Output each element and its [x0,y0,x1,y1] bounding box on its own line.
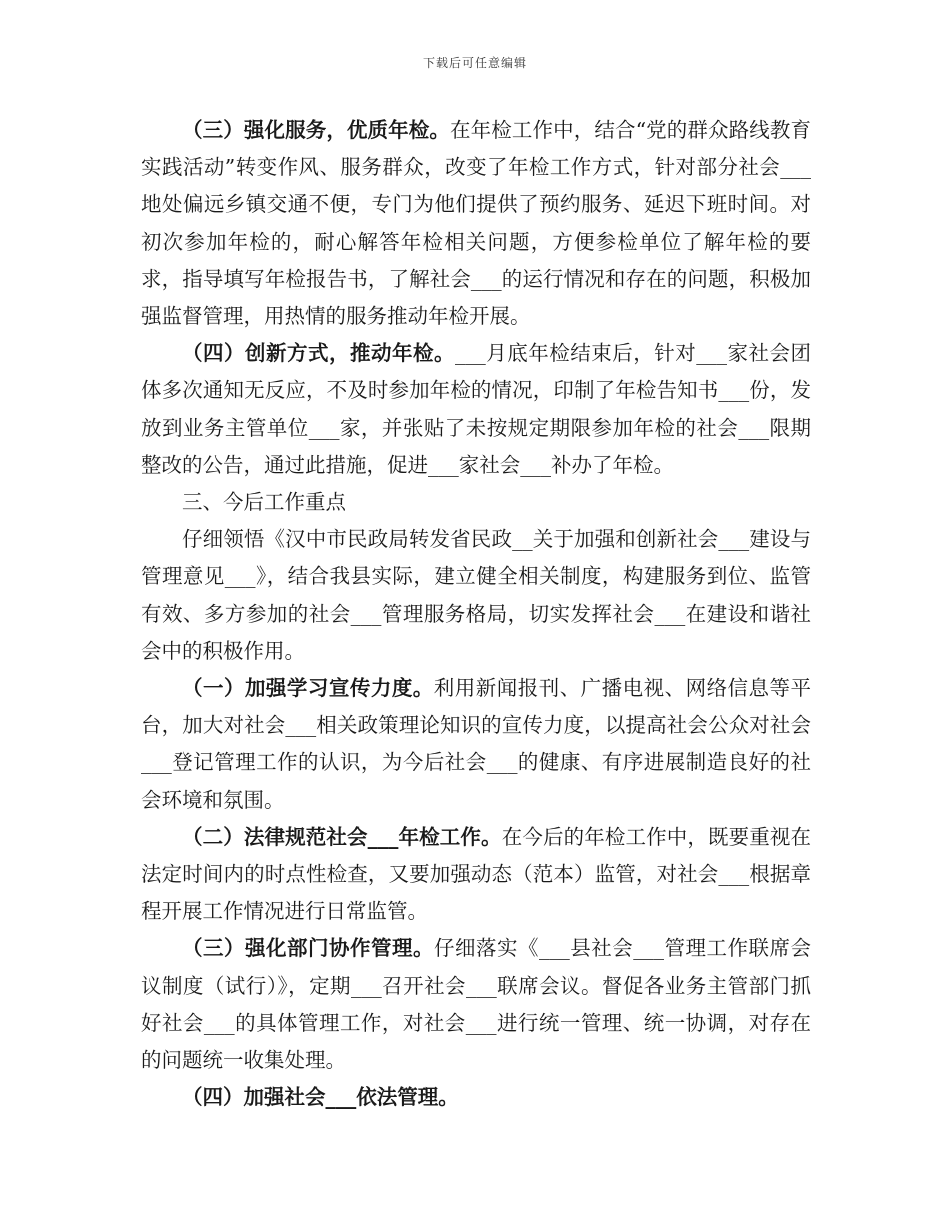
paragraph-text: 仔细领悟《汉中市民政局转发省民政__关于加强和创新社会___建设与管理意见___》，结合我县实际，建立健全相关制度，构建服务到位、监管有效、多方参加的社会___管理服务格局，切实发挥社会___在建设和谐社会中的积极作用。 [141,527,811,663]
section-heading-future-work [141,484,811,521]
paragraph-heading: （二）法律规范社会___年检工作。 [182,824,502,849]
paragraph-heading: （三）强化部门协作管理。 [182,936,434,961]
section-heading: 三、今后工作重点 [182,490,346,515]
paragraph-service-annual-inspection [141,112,811,335]
page-header: 下载后可任意编辑 [422,56,527,70]
paragraph-heading: （三）强化服务，优质年检。 [182,118,451,142]
paragraph-text: 在今后的年检工作中，既要重视在法定时间内的时点性检查，又要加强动态（范本）监管，对社会___根据章程开展工作情况进行日常监管。 [141,824,812,924]
paragraph-intro [141,521,811,670]
paragraph-innovate-methods [141,335,811,484]
paragraph-legal-standard [141,819,811,931]
paragraph-heading: （四）加强社会___依法管理。 [182,1085,459,1110]
paragraph-text: ___月底年检结束后，针对___家社会团体多次通知无反应，不及时参加年检的情况，印制了年检告知书___份，发放到业务主管单位___家，并张贴了未按规定期限参加年检的社会___限期整改的公告，通过此措施，促进___家社会___补办了年检。 [141,341,811,477]
document-body [141,112,811,1116]
paragraph-department-cooperation [141,930,811,1079]
paragraph-text: 利用新闻报刊、广播电视、网络信息等平台，加大对社会___相关政策理论知识的宣传力度，以提高社会公众对社会___登记管理工作的认识，为今后社会___的健康、有序进展制造良好的社会环境和氛围。 [141,676,812,812]
paragraph-text: 仔细落实《___县社会___管理工作联席会议制度（试行）》，定期___召开社会___联席会议。督促各业务主管部门抓好社会___的具体管理工作，对社会___进行统一管理、统一协调，对存在的问题统一收集处理。 [141,936,811,1073]
paragraph-lawful-management [141,1079,811,1116]
paragraph-heading: （四）创新方式，推动年检。 [182,341,455,366]
paragraph-publicity [141,670,811,819]
paragraph-heading: （一）加强学习宣传力度。 [182,676,434,701]
paragraph-text: 在年检工作中，结合“党的群众路线教育实践活动”转变作风、服务群众，改变了年检工作方式，针对部分社会___地处偏远乡镇交通不便，专门为他们提供了预约服务、延迟下班时间。对初次参加年检的，耐心解答年检相关问题，方便参检单位了解年检的要求，指导填写年检报告书，了解社会___的运行情况和存在的问题，积极加强监督管理，用热情的服务推动年检开展。 [141,118,812,329]
